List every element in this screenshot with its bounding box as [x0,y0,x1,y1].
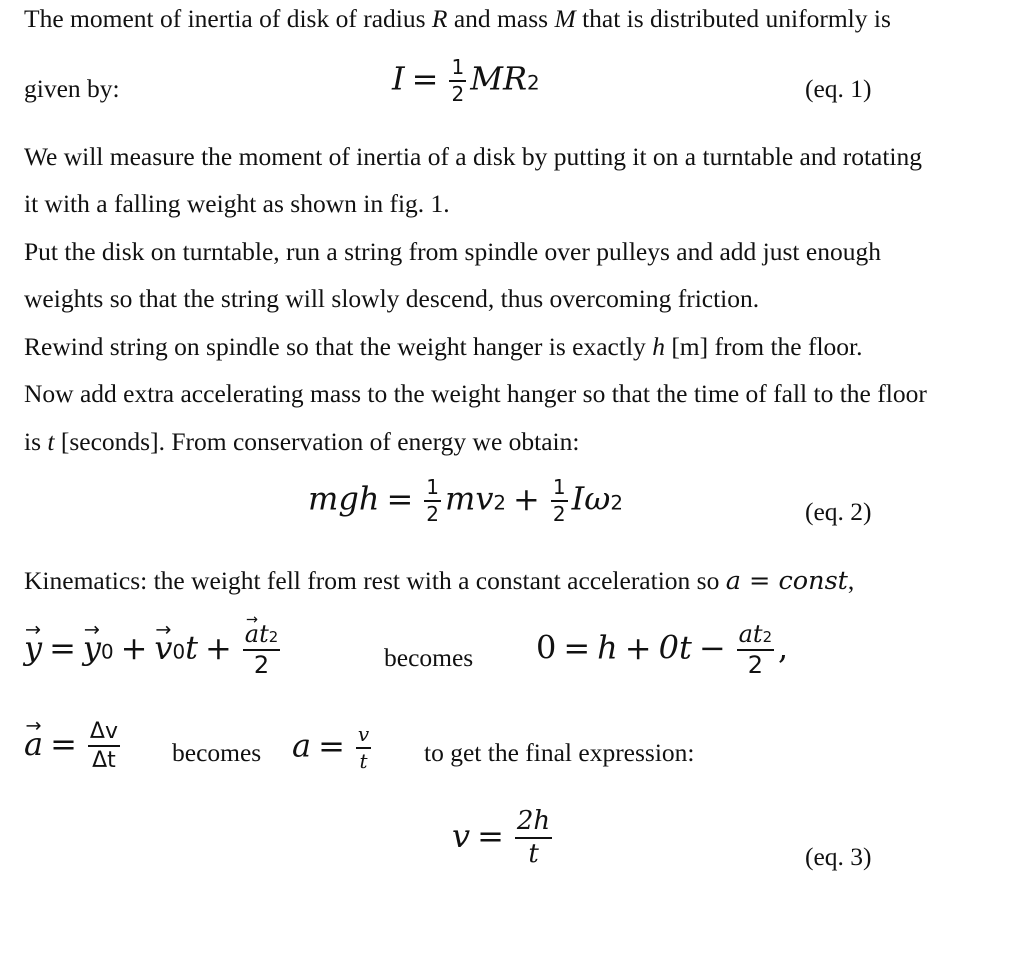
equation-acceleration-scalar: a = $\frac{v}{t}$ [292,722,370,773]
text-line-weights: weights so that the string will slowly descend, thus overcoming friction. [24,284,760,313]
text-line-measure: We will measure the moment of inertia of a disk by putting it on a turntable and rotating [24,142,923,171]
equation-2-label: (eq. 2) [805,497,872,526]
text-line-given-by: given by: [24,74,120,103]
equation-1-label: (eq. 1) [805,74,872,103]
equation-1: I = $\frac{1}{2}$ $MR^2$ [392,55,540,106]
text-line-extra-mass: Now add extra accelerating mass to the weight hanger so that the time of fall to the floor [24,379,927,408]
text-final-expression: to get the final expression: [424,738,695,767]
symbol-M: M [554,4,576,33]
symbol-t: t [47,427,55,456]
symbol-R: R [431,4,448,33]
symbol-h: h [652,332,665,361]
text-becomes-2: becomes [172,738,262,767]
text-line-kinematics: Kinematics: the weight fell from rest with a constant acceleration so a = const, [24,566,855,596]
equation-kinematics-fall: 0 = h + 0t − $\frac{at^2}{2}$ , [536,620,789,680]
text-line-falling-weight: it with a falling weight as shown in fig. 1. [24,189,450,218]
text-line-time-of-fall: is t [seconds]. From conservation of energy we obtain: [24,427,580,456]
equation-kinematics-position: → $y =\to y_0 +\to v_0t$ + → $\frac{at^2}{2}$ [24,622,284,678]
text-line-put-disk: Put the disk on turntable, run a string from spindle over pulleys and add just enough [24,237,881,266]
equation-3: v = $\frac{2h}{t}$ [452,806,551,870]
text-becomes-1: becomes [384,643,474,672]
equation-2: mgh = $\frac{1}{2}$ $mv^2$ + $\frac{1}{2}$ $I\omega^2$ [308,475,623,526]
equation-acceleration-definition: → a = $\frac{\Delta v}{\Delta t}$ [24,720,124,772]
text-line-rewind: Rewind string on spindle so that the weight hanger is exactly h [m] from the floor. [24,332,863,361]
inline-const-acceleration: a = const [725,566,848,596]
text-line-intro: The moment of inertia of disk of radius R and mass M that is distributed uniformly is [24,4,891,33]
equation-3-label: (eq. 3) [805,842,872,871]
